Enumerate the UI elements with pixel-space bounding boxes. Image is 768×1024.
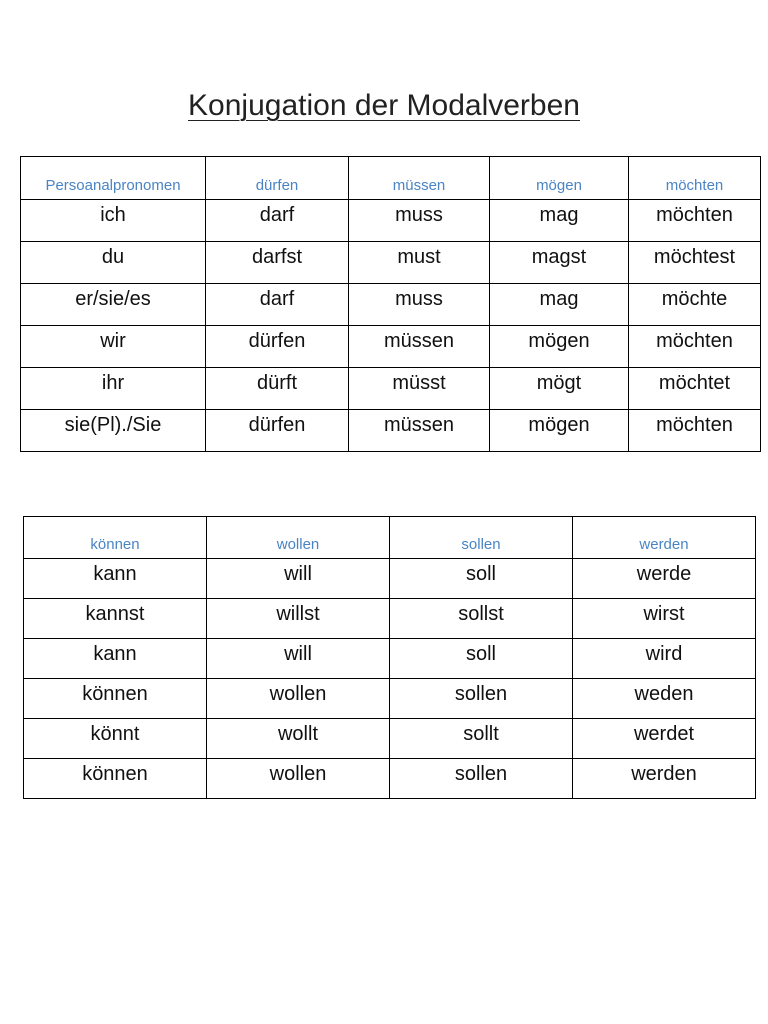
column-header-moegen: mögen <box>490 157 629 200</box>
table-cell: kannst <box>24 599 207 639</box>
table-cell: müsst <box>349 368 490 410</box>
table-cell: mag <box>490 284 629 326</box>
table-row <box>21 326 761 368</box>
table-cell: willst <box>207 599 390 639</box>
page-title-text: Konjugation der Modalverben <box>188 89 580 122</box>
column-header-duerfen: dürfen <box>206 157 349 200</box>
table-cell: soll <box>390 639 573 679</box>
table-cell: wollt <box>207 719 390 759</box>
table-cell: wollen <box>207 679 390 719</box>
column-header-muessen: müssen <box>349 157 490 200</box>
table-cell: wir <box>21 326 206 368</box>
table-header-row <box>24 517 756 559</box>
table-cell: können <box>24 759 207 799</box>
page-title <box>0 86 768 126</box>
table-cell: werden <box>573 759 756 799</box>
table-cell: du <box>21 242 206 284</box>
table-cell: wollen <box>207 759 390 799</box>
table-row <box>24 679 756 719</box>
table-cell: kann <box>24 559 207 599</box>
table-row <box>21 368 761 410</box>
table-cell: ich <box>21 200 206 242</box>
table-cell: möchten <box>629 326 761 368</box>
table-cell: könnt <box>24 719 207 759</box>
table-cell: mögt <box>490 368 629 410</box>
column-header-werden: werden <box>573 517 756 559</box>
column-header-moechten: möchten <box>629 157 761 200</box>
table-cell: dürfen <box>206 410 349 452</box>
table-cell: werdet <box>573 719 756 759</box>
table-cell: darfst <box>206 242 349 284</box>
table-cell: müssen <box>349 326 490 368</box>
table-cell: must <box>349 242 490 284</box>
table-cell: dürfen <box>206 326 349 368</box>
table-cell: möchten <box>629 410 761 452</box>
table-cell: sollst <box>390 599 573 639</box>
table-cell: will <box>207 639 390 679</box>
table-cell: darf <box>206 284 349 326</box>
table-row <box>21 410 761 452</box>
table-row <box>21 284 761 326</box>
table-header-row <box>21 157 761 200</box>
table-row <box>21 242 761 284</box>
table-row <box>24 639 756 679</box>
table-row <box>24 719 756 759</box>
conjugation-table-1 <box>20 156 761 452</box>
table-row <box>24 559 756 599</box>
table-cell: ihr <box>21 368 206 410</box>
table-cell: möchtet <box>629 368 761 410</box>
table-cell: sie(Pl)./Sie <box>21 410 206 452</box>
table-cell: kann <box>24 639 207 679</box>
table-cell: können <box>24 679 207 719</box>
table-cell: will <box>207 559 390 599</box>
table-cell: muss <box>349 284 490 326</box>
table-cell: mag <box>490 200 629 242</box>
table-cell: darf <box>206 200 349 242</box>
table-cell: müssen <box>349 410 490 452</box>
table-cell: mögen <box>490 410 629 452</box>
table-row <box>24 759 756 799</box>
table-cell: er/sie/es <box>21 284 206 326</box>
table-row <box>24 599 756 639</box>
column-header-sollen: sollen <box>390 517 573 559</box>
table-cell: möchte <box>629 284 761 326</box>
table-cell: weden <box>573 679 756 719</box>
table-cell: sollen <box>390 679 573 719</box>
column-header-wollen: wollen <box>207 517 390 559</box>
table-cell: möchtest <box>629 242 761 284</box>
table-cell: möchten <box>629 200 761 242</box>
table-cell: sollt <box>390 719 573 759</box>
table-cell: soll <box>390 559 573 599</box>
table-cell: wirst <box>573 599 756 639</box>
table-cell: muss <box>349 200 490 242</box>
table-cell: mögen <box>490 326 629 368</box>
column-header-pronoun: Persoanalpronomen <box>21 157 206 200</box>
column-header-koennen: können <box>24 517 207 559</box>
table-cell: sollen <box>390 759 573 799</box>
conjugation-table-2 <box>23 516 756 799</box>
table-cell: magst <box>490 242 629 284</box>
table-cell: dürft <box>206 368 349 410</box>
table-cell: werde <box>573 559 756 599</box>
table-row <box>21 200 761 242</box>
table-cell: wird <box>573 639 756 679</box>
